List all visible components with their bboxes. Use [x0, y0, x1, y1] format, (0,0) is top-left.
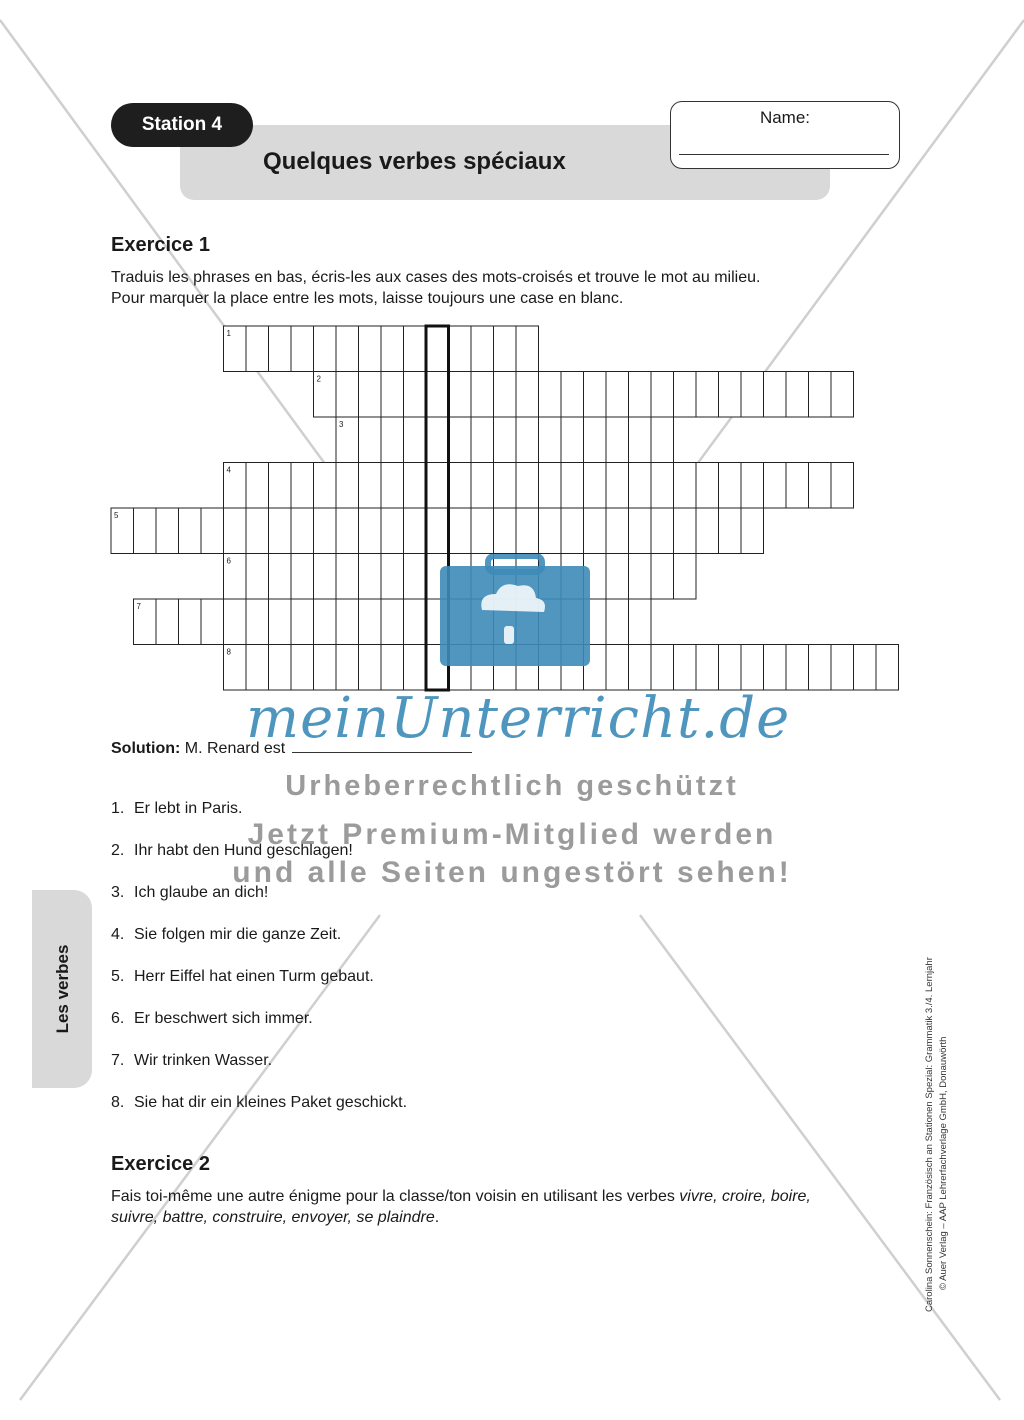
list-item: 2. Ihr habt den Hund geschlagen!	[111, 842, 353, 859]
crossword-cell[interactable]	[426, 463, 449, 509]
crossword-cell[interactable]	[179, 599, 202, 645]
crossword-row-number: 7	[136, 602, 141, 611]
crossword-cell[interactable]	[539, 417, 562, 463]
crossword-cell[interactable]	[719, 508, 742, 554]
watermark-line-3: und alle Seiten ungestört sehen!	[232, 856, 792, 889]
watermark-line-1: Urheberrechtlich geschützt	[285, 770, 739, 802]
list-item: 1. Er lebt in Paris.	[111, 800, 243, 817]
crossword-cell[interactable]	[584, 508, 607, 554]
crossword-cell[interactable]	[494, 417, 517, 463]
crossword-cell[interactable]	[651, 508, 674, 554]
crossword-cell[interactable]	[426, 372, 449, 418]
crossword-cell[interactable]	[674, 554, 697, 600]
crossword-cell[interactable]	[359, 508, 382, 554]
crossword-cell[interactable]	[449, 372, 472, 418]
crossword-cell[interactable]	[359, 463, 382, 509]
crossword-cell[interactable]	[741, 372, 764, 418]
crossword-cell[interactable]	[336, 599, 359, 645]
name-label: Name:	[759, 108, 811, 127]
crossword-cell[interactable]	[606, 645, 629, 691]
crossword-cell[interactable]	[584, 417, 607, 463]
crossword-cell[interactable]	[809, 372, 832, 418]
crossword-cell[interactable]	[381, 372, 404, 418]
crossword-cell[interactable]	[786, 463, 809, 509]
crossword-cell[interactable]	[584, 372, 607, 418]
crossword-cell[interactable]	[516, 326, 539, 372]
crossword-cell[interactable]	[539, 372, 562, 418]
crossword-row-number: 2	[316, 374, 321, 384]
crossword-cell[interactable]	[269, 326, 292, 372]
crossword-cell[interactable]	[629, 508, 652, 554]
crossword-cell[interactable]	[651, 554, 674, 600]
credit-line-2: © Auer Verlag – AAP Lehrerfachverlage GmbH, Donauwörth	[938, 1036, 949, 1290]
crossword-cell[interactable]	[381, 554, 404, 600]
briefcase-logo-icon	[440, 554, 590, 666]
crossword-cell[interactable]	[719, 372, 742, 418]
crossword-cell[interactable]	[606, 599, 629, 645]
crossword-cell[interactable]	[269, 508, 292, 554]
crossword-cell[interactable]	[179, 508, 202, 554]
crossword-cell[interactable]	[809, 645, 832, 691]
crossword-cell[interactable]	[629, 599, 652, 645]
crossword-cell[interactable]	[831, 645, 854, 691]
solution-text: M. Renard est	[184, 740, 286, 757]
list-item: 6. Er beschwert sich immer.	[111, 1010, 313, 1027]
watermark-brand: meinUnterricht.de	[246, 686, 791, 751]
crossword-cell[interactable]	[854, 645, 877, 691]
crossword-cell[interactable]	[156, 508, 179, 554]
crossword-cell[interactable]	[494, 372, 517, 418]
crossword-cell[interactable]	[336, 554, 359, 600]
crossword-cell[interactable]	[359, 372, 382, 418]
crossword-cell[interactable]	[426, 417, 449, 463]
crossword-cell[interactable]	[291, 463, 314, 509]
crossword-cell[interactable]	[359, 599, 382, 645]
crossword-cell[interactable]	[831, 463, 854, 509]
crossword-cell[interactable]	[539, 463, 562, 509]
exercise-2-text-line-2: suivre, battre, construire, envoyer, se plaindre.	[111, 1209, 440, 1226]
crossword-row-number: 6	[226, 556, 231, 566]
crossword-cell[interactable]	[471, 463, 494, 509]
crossword-cell[interactable]	[651, 372, 674, 418]
crossword-cell[interactable]	[471, 326, 494, 372]
crossword-cell[interactable]	[561, 463, 584, 509]
crossword-cell[interactable]	[404, 508, 427, 554]
crossword-cell[interactable]	[201, 508, 224, 554]
crossword-cell[interactable]	[269, 554, 292, 600]
crossword-cell[interactable]	[269, 599, 292, 645]
crossword-cell[interactable]	[201, 599, 224, 645]
crossword-cell[interactable]	[606, 372, 629, 418]
crossword-cell[interactable]	[449, 508, 472, 554]
list-item: 3. Ich glaube an dich!	[111, 884, 269, 901]
crossword-row-number: 3	[339, 420, 344, 429]
crossword-cell[interactable]	[246, 645, 269, 691]
crossword-cell[interactable]	[719, 463, 742, 509]
crossword-cell[interactable]	[404, 554, 427, 600]
crossword-cell[interactable]	[876, 645, 899, 691]
crossword-row-number: 4	[226, 465, 231, 475]
crossword-cell[interactable]	[404, 645, 427, 691]
crossword-cell[interactable]	[246, 508, 269, 554]
crossword-cell[interactable]	[404, 599, 427, 645]
crossword-cell[interactable]	[629, 645, 652, 691]
crossword-cell[interactable]	[134, 508, 157, 554]
crossword-cell[interactable]	[651, 417, 674, 463]
crossword-cell[interactable]	[291, 645, 314, 691]
crossword-cell[interactable]	[584, 463, 607, 509]
list-item: 5. Herr Eiffel hat einen Turm gebaut.	[111, 968, 374, 985]
crossword-cell[interactable]	[539, 508, 562, 554]
crossword-cell[interactable]	[314, 463, 337, 509]
crossword-cell[interactable]	[336, 645, 359, 691]
exercise-1-heading: Exercice 1	[111, 234, 210, 256]
page-title: Quelques verbes spéciaux	[263, 148, 566, 175]
crossword-cell[interactable]	[629, 372, 652, 418]
crossword-cell[interactable]	[629, 463, 652, 509]
crossword-cell[interactable]	[606, 463, 629, 509]
crossword-cell[interactable]	[696, 508, 719, 554]
crossword-cell[interactable]	[381, 645, 404, 691]
crossword-cell[interactable]	[336, 326, 359, 372]
crossword-cell[interactable]	[314, 554, 337, 600]
crossword-cell[interactable]	[291, 508, 314, 554]
crossword-cell[interactable]	[269, 645, 292, 691]
exercise-1-instruction-line-2: Pour marquer la place entre les mots, laisse toujours une case en blanc.	[111, 290, 624, 307]
crossword-cell[interactable]	[561, 508, 584, 554]
crossword-cell[interactable]	[516, 463, 539, 509]
crossword-cell[interactable]	[809, 463, 832, 509]
crossword-cell[interactable]	[381, 463, 404, 509]
crossword-row-number: 1	[226, 329, 231, 338]
crossword-cell[interactable]	[471, 508, 494, 554]
crossword-cell[interactable]	[831, 372, 854, 418]
crossword-cell[interactable]	[359, 645, 382, 691]
crossword-cell[interactable]	[359, 326, 382, 372]
crossword-cell[interactable]	[516, 417, 539, 463]
list-item: 4. Sie folgen mir die ganze Zeit.	[111, 926, 342, 943]
crossword-cell[interactable]	[471, 417, 494, 463]
credit-line-1: Carolina Sonnenschein: Französisch an Stationen Spezial: Grammatik 3./4. Lernjahr	[924, 957, 935, 1312]
crossword-cell[interactable]	[561, 372, 584, 418]
crossword-cell[interactable]	[674, 463, 697, 509]
crossword-cell[interactable]	[516, 372, 539, 418]
crossword-cell[interactable]	[381, 599, 404, 645]
crossword-cell[interactable]	[471, 372, 494, 418]
crossword-cell[interactable]	[404, 372, 427, 418]
crossword-cell[interactable]	[381, 326, 404, 372]
crossword-cell[interactable]	[674, 645, 697, 691]
crossword-cell[interactable]	[314, 599, 337, 645]
crossword-cell[interactable]	[764, 372, 787, 418]
crossword-cell[interactable]	[494, 326, 517, 372]
crossword-cell[interactable]	[156, 599, 179, 645]
crossword-cell[interactable]	[336, 463, 359, 509]
crossword-cell[interactable]	[224, 508, 247, 554]
crossword-cell[interactable]	[696, 463, 719, 509]
crossword-cell[interactable]	[651, 463, 674, 509]
crossword-cell[interactable]	[404, 326, 427, 372]
crossword-cell[interactable]	[651, 645, 674, 691]
crossword-cell[interactable]	[764, 645, 787, 691]
crossword-cell[interactable]	[629, 417, 652, 463]
crossword-cell[interactable]	[786, 645, 809, 691]
crossword-cell[interactable]	[246, 326, 269, 372]
crossword-cell[interactable]	[291, 554, 314, 600]
exercise-2-text-line-1: Fais toi-même une autre énigme pour la classe/ton voisin en utilisant les verbes vivre, croire, boire,	[111, 1188, 811, 1205]
solution-label: Solution:	[111, 740, 181, 757]
crossword-cell[interactable]	[404, 417, 427, 463]
crossword-cell[interactable]	[516, 508, 539, 554]
crossword-row-number: 8	[226, 647, 231, 657]
crossword-cell[interactable]	[494, 508, 517, 554]
crossword-cell[interactable]	[449, 463, 472, 509]
crossword-cell[interactable]	[314, 508, 337, 554]
crossword-cell[interactable]	[336, 372, 359, 418]
crossword-cell[interactable]	[494, 463, 517, 509]
crossword-cell[interactable]	[561, 417, 584, 463]
crossword-cell[interactable]	[314, 326, 337, 372]
crossword-cell[interactable]	[426, 508, 449, 554]
crossword-cell[interactable]	[314, 645, 337, 691]
crossword-cell[interactable]	[359, 554, 382, 600]
crossword-cell[interactable]	[674, 372, 697, 418]
crossword-cell[interactable]	[786, 372, 809, 418]
crossword-cell[interactable]	[381, 417, 404, 463]
crossword-cell[interactable]	[741, 463, 764, 509]
exercise-1-instruction-line-1: Traduis les phrases en bas, écris-les aux cases des mots-croisés et trouve le mot au milieu.	[111, 269, 761, 286]
crossword-cell[interactable]	[246, 463, 269, 509]
crossword-cell[interactable]	[741, 645, 764, 691]
crossword-cell[interactable]	[606, 417, 629, 463]
crossword-cell[interactable]	[291, 326, 314, 372]
crossword-cell[interactable]	[606, 508, 629, 554]
watermark-line-2: Jetzt Premium-Mitglied werden	[247, 818, 777, 851]
crossword-cell[interactable]	[741, 508, 764, 554]
crossword-cell[interactable]	[291, 599, 314, 645]
crossword-cell[interactable]	[696, 372, 719, 418]
crossword-cell[interactable]	[629, 554, 652, 600]
crossword-cell[interactable]	[696, 645, 719, 691]
crossword-cell[interactable]	[269, 463, 292, 509]
side-tab-label: Les verbes	[53, 944, 72, 1034]
crossword-row-number: 5	[114, 511, 119, 520]
crossword-cell[interactable]	[224, 599, 247, 645]
crossword-cell[interactable]	[381, 508, 404, 554]
crossword-cell[interactable]	[719, 645, 742, 691]
crossword-cell[interactable]	[404, 463, 427, 509]
crossword-cell[interactable]	[336, 508, 359, 554]
crossword-cell[interactable]	[449, 326, 472, 372]
crossword-cell[interactable]	[606, 554, 629, 600]
list-item: 7. Wir trinken Wasser.	[111, 1052, 273, 1069]
crossword-cell[interactable]	[359, 417, 382, 463]
crossword-cell[interactable]	[426, 326, 449, 372]
crossword-cell[interactable]	[764, 463, 787, 509]
crossword-cell[interactable]	[674, 508, 697, 554]
crossword-cell[interactable]	[449, 417, 472, 463]
crossword-cell[interactable]	[246, 599, 269, 645]
list-item: 8. Sie hat dir ein kleines Paket geschickt.	[111, 1094, 408, 1111]
station-label: Station 4	[141, 114, 223, 135]
exercise-2-heading: Exercice 2	[111, 1153, 210, 1175]
crossword-cell[interactable]	[246, 554, 269, 600]
